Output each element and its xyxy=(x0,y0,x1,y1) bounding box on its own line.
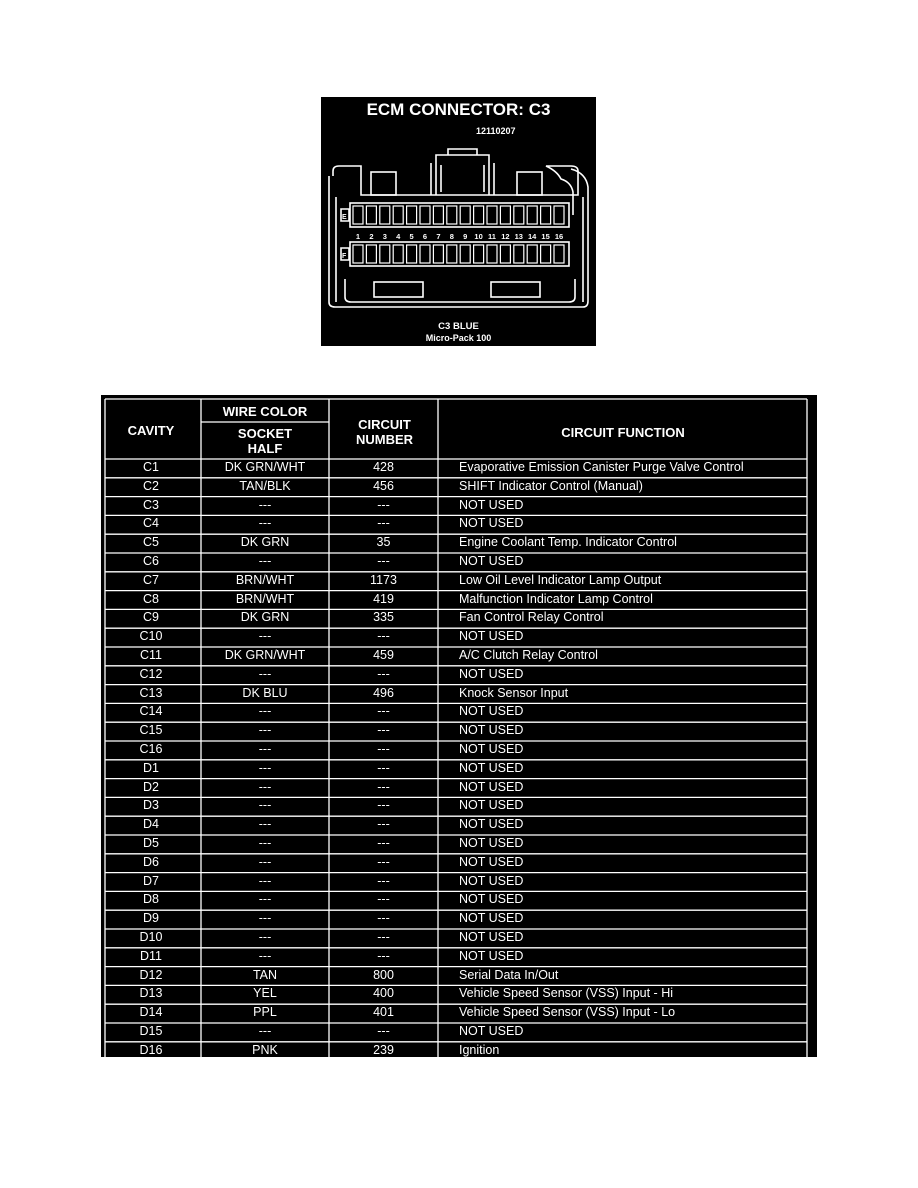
pin-e-11 xyxy=(487,206,497,224)
pin-number-label: 1 xyxy=(355,232,361,241)
wire-color-cell: DK GRN xyxy=(240,610,290,625)
cavity-cell: C5 xyxy=(143,535,159,550)
circuit-function-cell: NOT USED xyxy=(459,854,524,869)
circuit-function-cell: Fan Control Relay Control xyxy=(459,610,604,625)
wire-color-cell: YEL xyxy=(253,986,277,1001)
circuit-number-cell: --- xyxy=(377,948,390,963)
connector-type-caption: Micro-Pack 100 xyxy=(425,333,492,343)
circuit-function-cell: NOT USED xyxy=(459,873,524,888)
wire-color-cell: --- xyxy=(258,798,272,813)
cavity-cell: C7 xyxy=(143,572,159,587)
pin-number-label: 16 xyxy=(554,232,564,241)
circuit-number-cell: 800 xyxy=(373,967,394,982)
wire-color-cell: --- xyxy=(258,930,272,944)
pin-number-label: 14 xyxy=(528,232,537,241)
wire-color-cell: PPL xyxy=(253,1005,277,1020)
cavity-cell: C13 xyxy=(139,685,163,700)
wire-color-cell: --- xyxy=(258,760,272,775)
pin-f-1 xyxy=(353,245,363,263)
wire-color-cell: DK GRN xyxy=(240,535,290,550)
wire-color-cell: --- xyxy=(258,704,272,719)
wire-color-cell: DK GRN/WHT xyxy=(224,648,306,662)
header-socket-half: SOCKET HALF xyxy=(237,426,293,456)
pin-number-label: 12 xyxy=(501,232,510,241)
pin-number-label: 13 xyxy=(514,232,523,241)
pin-number-label: 10 xyxy=(474,232,483,241)
cavity-cell: D6 xyxy=(143,854,159,869)
circuit-number-cell: 496 xyxy=(373,685,394,700)
circuit-function-cell: NOT USED xyxy=(459,930,524,944)
pin-e-10 xyxy=(474,206,484,224)
cavity-cell: D1 xyxy=(143,760,159,775)
table-row xyxy=(101,760,817,779)
table-row xyxy=(101,967,817,986)
circuit-number-cell: 459 xyxy=(373,648,394,662)
cavity-cell: C4 xyxy=(143,516,159,531)
wire-color-cell: PNK xyxy=(252,1042,278,1057)
table-row xyxy=(101,553,817,572)
circuit-number-cell: --- xyxy=(377,742,390,756)
circuit-number-cell: --- xyxy=(377,798,390,813)
cavity-cell: D7 xyxy=(143,873,159,888)
circuit-number-cell: --- xyxy=(377,873,390,888)
circuit-number-cell: --- xyxy=(377,779,390,794)
table-row xyxy=(101,572,817,591)
table-row xyxy=(101,1042,817,1061)
cavity-cell: C10 xyxy=(139,629,163,644)
circuit-number-cell: --- xyxy=(377,666,390,681)
pin-f-14 xyxy=(527,245,537,263)
circuit-number-cell: --- xyxy=(377,911,390,926)
connector-color-caption: C3 BLUE xyxy=(438,321,479,332)
cavity-cell: D5 xyxy=(143,836,159,850)
table-row xyxy=(101,722,817,741)
pin-e-12 xyxy=(500,206,510,224)
pin-number-label: 3 xyxy=(382,232,387,241)
pin-e-14 xyxy=(527,206,537,224)
header-circuit-number: CIRCUIT NUMBER xyxy=(355,417,414,447)
cavity-cell: C12 xyxy=(139,666,163,681)
wire-color-cell: --- xyxy=(258,554,272,568)
table-row xyxy=(101,515,817,534)
pin-f-7 xyxy=(433,245,443,263)
circuit-number-cell: 456 xyxy=(373,478,394,493)
wire-color-cell: --- xyxy=(258,497,272,512)
pin-number-label: 5 xyxy=(409,232,414,241)
cavity-cell: D15 xyxy=(139,1024,163,1038)
pin-e-16 xyxy=(554,206,564,224)
cavity-cell: C11 xyxy=(139,648,162,662)
table-row xyxy=(101,459,817,478)
circuit-number-cell: --- xyxy=(377,817,390,832)
circuit-number-cell: 419 xyxy=(373,591,394,606)
pin-f-4 xyxy=(393,245,403,263)
wire-color-cell: --- xyxy=(258,892,272,907)
cavity-cell: D9 xyxy=(143,911,159,926)
circuit-function-cell: NOT USED xyxy=(459,516,524,531)
cavity-cell: D16 xyxy=(139,1042,163,1057)
cavity-cell: C14 xyxy=(139,704,163,719)
pin-number-label: 6 xyxy=(422,232,428,241)
circuit-number-cell: --- xyxy=(377,497,390,512)
wire-color-cell: --- xyxy=(258,516,272,531)
pin-f-15 xyxy=(541,245,551,263)
table-row xyxy=(101,816,817,835)
pin-e-3 xyxy=(380,206,390,224)
circuit-number-cell: 428 xyxy=(373,460,394,474)
circuit-number-cell: 1173 xyxy=(370,572,397,587)
circuit-function-cell: SHIFT Indicator Control (Manual) xyxy=(459,478,643,493)
wire-color-cell: TAN xyxy=(252,967,278,982)
table-row xyxy=(101,591,817,610)
table-row xyxy=(101,910,817,929)
pin-f-11 xyxy=(487,245,497,263)
pin-number-label: 2 xyxy=(369,232,374,241)
pin-number-label: 11 xyxy=(488,232,496,241)
cavity-cell: C6 xyxy=(143,554,159,568)
circuit-function-cell: Low Oil Level Indicator Lamp Output xyxy=(459,572,662,587)
wire-color-cell: TAN/BLK xyxy=(239,478,291,493)
pin-number-label: 7 xyxy=(436,232,441,241)
cavity-cell: C15 xyxy=(139,723,163,738)
pin-f-6 xyxy=(420,245,430,263)
circuit-function-cell: NOT USED xyxy=(459,629,524,644)
header-wire-color: WIRE COLOR xyxy=(222,404,308,419)
row-label-f: F xyxy=(342,253,347,260)
table-row xyxy=(101,929,817,948)
circuit-number-cell: --- xyxy=(377,704,390,719)
pin-f-9 xyxy=(460,245,470,263)
part-number: 12110207 xyxy=(476,126,516,136)
cavity-cell: C1 xyxy=(143,460,159,474)
pin-f-10 xyxy=(474,245,484,263)
wire-color-cell: --- xyxy=(258,742,272,756)
wire-color-cell: --- xyxy=(258,629,272,644)
circuit-function-cell: NOT USED xyxy=(459,779,524,794)
table-row xyxy=(101,779,817,798)
cavity-cell: D3 xyxy=(143,798,159,813)
connector-diagram xyxy=(321,97,596,346)
wire-color-cell: --- xyxy=(258,836,272,850)
circuit-number-cell: --- xyxy=(377,516,390,531)
connector-title: ECM CONNECTOR: C3 xyxy=(366,100,551,119)
pin-f-8 xyxy=(447,245,457,263)
wire-color-cell: DK GRN/WHT xyxy=(224,460,306,474)
circuit-function-cell: NOT USED xyxy=(459,948,524,963)
circuit-number-cell: --- xyxy=(377,1024,390,1038)
cavity-cell: C9 xyxy=(143,610,159,625)
circuit-number-cell: 35 xyxy=(376,535,391,550)
cavity-cell: D10 xyxy=(139,930,163,944)
circuit-function-cell: NOT USED xyxy=(459,723,524,738)
circuit-function-cell: Engine Coolant Temp. Indicator Control xyxy=(459,535,677,550)
pin-e-2 xyxy=(366,206,376,224)
table-row xyxy=(101,985,817,1004)
pin-e-6 xyxy=(420,206,430,224)
circuit-number-cell: 335 xyxy=(373,610,394,625)
pin-f-16 xyxy=(554,245,564,263)
circuit-number-cell: 400 xyxy=(373,986,394,1001)
cavity-cell: D13 xyxy=(139,986,163,1001)
cavity-cell: C2 xyxy=(143,478,159,493)
circuit-number-cell: --- xyxy=(377,723,390,738)
circuit-function-cell: Vehicle Speed Sensor (VSS) Input - Hi xyxy=(459,986,674,1001)
pin-f-2 xyxy=(366,245,376,263)
cavity-cell: C8 xyxy=(143,591,159,606)
pin-e-8 xyxy=(447,206,457,224)
pinout-table xyxy=(101,395,817,1057)
pin-f-13 xyxy=(514,245,524,263)
pin-e-7 xyxy=(433,206,443,224)
cavity-cell: D4 xyxy=(143,817,159,832)
pin-f-5 xyxy=(407,245,417,263)
pin-f-12 xyxy=(500,245,510,263)
circuit-function-cell: NOT USED xyxy=(459,836,524,850)
wire-color-cell: BRN/WHT xyxy=(235,591,295,606)
table-row xyxy=(101,948,817,967)
table-row xyxy=(101,854,817,873)
pin-f-3 xyxy=(380,245,390,263)
table-row xyxy=(101,1004,817,1023)
circuit-number-cell: --- xyxy=(377,930,390,944)
pin-e-5 xyxy=(407,206,417,224)
table-row xyxy=(101,534,817,553)
table-row xyxy=(101,703,817,722)
wire-color-cell: --- xyxy=(258,854,272,869)
table-row xyxy=(101,891,817,910)
circuit-number-cell: --- xyxy=(377,554,390,568)
circuit-number-cell: 401 xyxy=(373,1005,394,1020)
circuit-function-cell: NOT USED xyxy=(459,554,524,568)
pin-e-9 xyxy=(460,206,470,224)
pin-e-1 xyxy=(353,206,363,224)
wire-color-cell: --- xyxy=(258,873,272,888)
pin-e-4 xyxy=(393,206,403,224)
wire-color-cell: --- xyxy=(258,911,272,926)
table-row xyxy=(101,647,817,666)
connector-drawing xyxy=(321,97,596,346)
pin-number-label: 15 xyxy=(541,232,550,241)
header-circuit-function: CIRCUIT FUNCTION xyxy=(561,425,685,440)
wire-color-cell: --- xyxy=(258,779,272,794)
table-row xyxy=(101,741,817,760)
circuit-function-cell: NOT USED xyxy=(459,911,524,926)
circuit-function-cell: Serial Data In/Out xyxy=(459,967,559,982)
row-label-e: E xyxy=(342,214,347,221)
table-row xyxy=(101,609,817,628)
cavity-cell: D8 xyxy=(143,892,159,907)
circuit-function-cell: NOT USED xyxy=(459,742,524,756)
circuit-function-cell: NOT USED xyxy=(459,666,524,681)
pin-number-label: 8 xyxy=(449,232,454,241)
cavity-cell: D14 xyxy=(139,1005,163,1020)
wire-color-cell: --- xyxy=(258,817,272,832)
circuit-function-cell: Knock Sensor Input xyxy=(459,685,569,700)
circuit-number-cell: --- xyxy=(377,629,390,644)
table-row xyxy=(101,628,817,647)
circuit-function-cell: NOT USED xyxy=(459,798,524,813)
cavity-cell: D11 xyxy=(139,948,162,963)
wire-color-cell: --- xyxy=(258,1024,272,1038)
circuit-function-cell: Malfunction Indicator Lamp Control xyxy=(459,591,653,606)
circuit-number-cell: --- xyxy=(377,854,390,869)
wire-color-cell: --- xyxy=(258,948,272,963)
table-row xyxy=(101,1023,817,1042)
wire-color-cell: --- xyxy=(258,666,272,681)
table-row xyxy=(101,873,817,892)
circuit-function-cell: NOT USED xyxy=(459,760,524,775)
table-row xyxy=(101,835,817,854)
circuit-function-cell: Ignition xyxy=(459,1042,500,1057)
circuit-function-cell: NOT USED xyxy=(459,704,524,719)
pin-number-label: 4 xyxy=(396,232,401,241)
circuit-function-cell: Evaporative Emission Canister Purge Valve Control xyxy=(459,460,744,474)
circuit-function-cell: A/C Clutch Relay Control xyxy=(459,648,598,662)
wire-color-cell: BRN/WHT xyxy=(235,572,295,587)
table-row xyxy=(101,497,817,516)
header-cavity: CAVITY xyxy=(127,423,175,438)
circuit-function-cell: NOT USED xyxy=(459,1024,524,1038)
pin-e-15 xyxy=(541,206,551,224)
wire-color-cell: --- xyxy=(258,723,272,738)
circuit-number-cell: --- xyxy=(377,836,390,850)
wire-color-cell: DK BLU xyxy=(242,685,288,700)
circuit-number-cell: 239 xyxy=(373,1042,394,1057)
pin-e-13 xyxy=(514,206,524,224)
circuit-number-cell: --- xyxy=(377,892,390,907)
table-row xyxy=(101,666,817,685)
table-row xyxy=(101,797,817,816)
cavity-cell: D2 xyxy=(143,779,159,794)
table-row xyxy=(101,478,817,497)
cavity-cell: C3 xyxy=(143,497,159,512)
table-row xyxy=(101,685,817,704)
circuit-function-cell: Vehicle Speed Sensor (VSS) Input - Lo xyxy=(459,1005,676,1020)
cavity-cell: C16 xyxy=(139,742,163,756)
circuit-function-cell: NOT USED xyxy=(459,892,524,907)
cavity-cell: D12 xyxy=(139,967,163,982)
circuit-number-cell: --- xyxy=(377,760,390,775)
pin-number-label: 9 xyxy=(463,232,468,241)
circuit-function-cell: NOT USED xyxy=(459,817,524,832)
circuit-function-cell: NOT USED xyxy=(459,497,524,512)
